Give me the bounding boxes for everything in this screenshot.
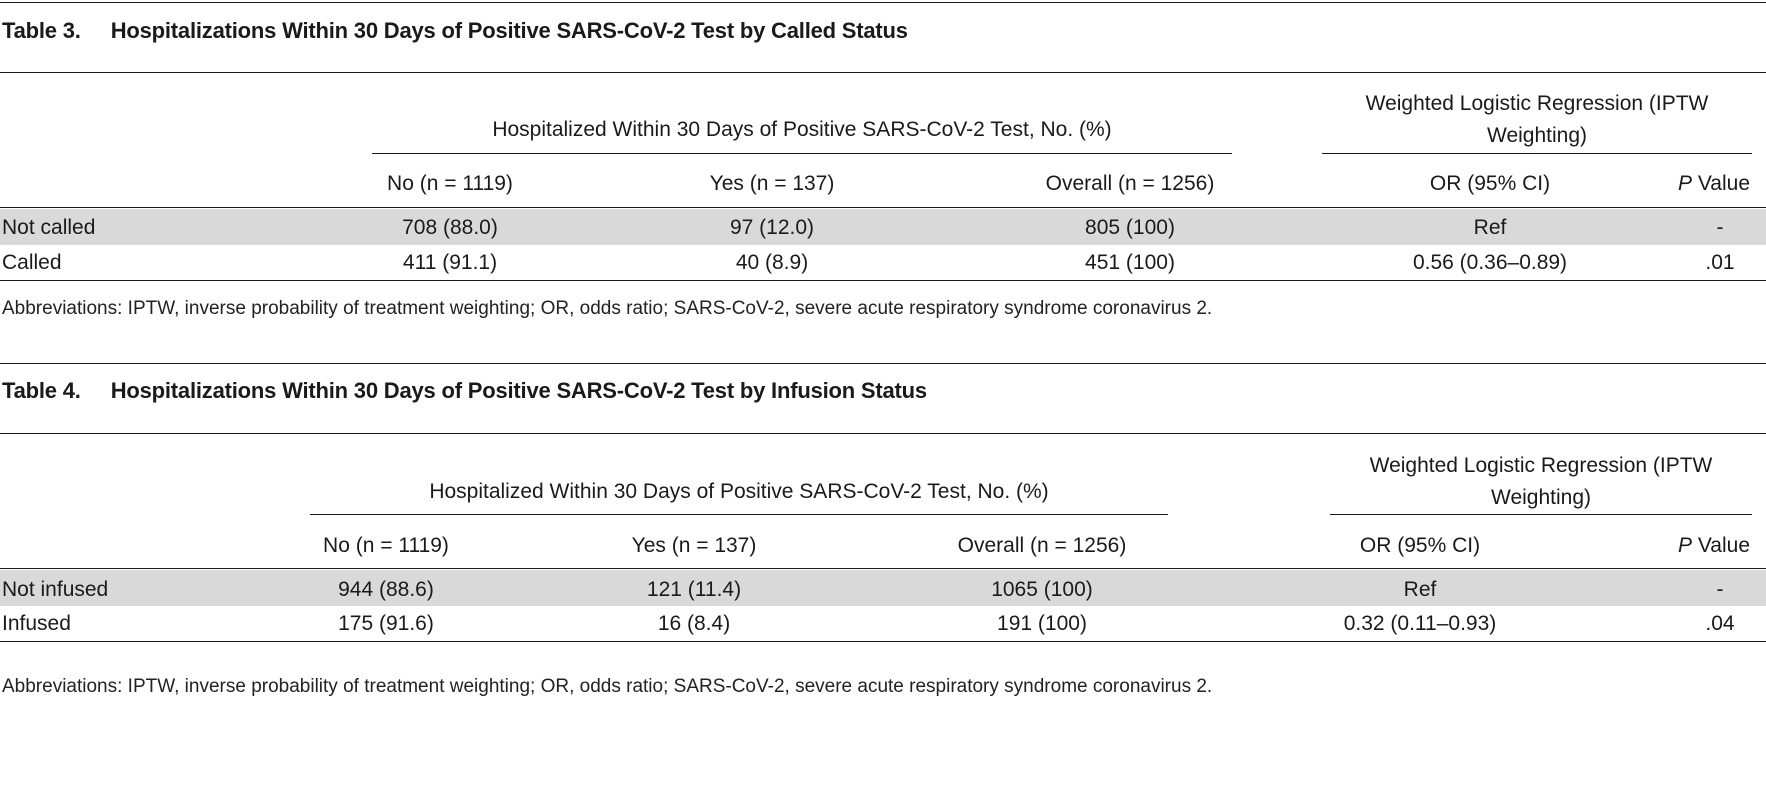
p-label-rest: Value (1692, 172, 1751, 195)
cell-overall: 451 (100) (1085, 251, 1175, 274)
col-header-or: OR (95% CI) (1429, 172, 1551, 195)
table-title (2, 378, 927, 404)
regression-header-rule (1330, 514, 1752, 515)
group-header: Hospitalized Within 30 Days of Positive SARS-CoV-2 Test, No. (%) (492, 118, 1112, 141)
group-header-rule (310, 514, 1168, 515)
cell-overall: 1065 (100) (991, 578, 1093, 601)
cell-p: - (1716, 578, 1724, 601)
cell-yes: 40 (8.9) (735, 251, 809, 274)
cell-or: Ref (1403, 578, 1437, 601)
table-title-text: Hospitalizations Within 30 Days of Positive SARS-CoV-2 Test by Infusion Status (110, 378, 927, 403)
table-title-rule (0, 433, 1766, 434)
table-top-rule (0, 363, 1766, 364)
table-title-rule (0, 72, 1766, 73)
cell-no: 175 (91.6) (338, 612, 434, 635)
header-rule (0, 568, 1766, 569)
table-number: Table 4. (2, 378, 81, 403)
cell-overall: 191 (100) (997, 612, 1087, 635)
row-label: Infused (2, 612, 71, 635)
regression-header: Weighted Logistic Regression (IPTW Weighting) (1365, 92, 1709, 147)
col-header-p-value (1678, 534, 1750, 558)
footnote: Abbreviations: IPTW, inverse probability of treatment weighting; OR, odds ratio; SARS-CoV-2, severe acute respiratory syndrome coronavirus 2. (2, 676, 1213, 697)
bottom-rule (0, 280, 1766, 281)
cell-or: Ref (1473, 216, 1507, 239)
row-label: Not called (2, 216, 96, 239)
bottom-rule (0, 641, 1766, 642)
col-header-yes: Yes (n = 137) (709, 172, 835, 195)
table-number: Table 3. (2, 18, 81, 43)
col-header-no: No (n = 1119) (387, 172, 513, 195)
cell-no: 411 (91.1) (402, 251, 498, 274)
group-header: Hospitalized Within 30 Days of Positive SARS-CoV-2 Test, No. (%) (429, 480, 1049, 503)
cell-yes: 97 (12.0) (729, 216, 815, 239)
table-title-text: Hospitalizations Within 30 Days of Positive SARS-CoV-2 Test by Called Status (110, 18, 908, 43)
regression-header-rule (1322, 153, 1752, 154)
row-label: Not infused (2, 578, 109, 601)
cell-p: - (1716, 216, 1724, 239)
regression-header: Weighted Logistic Regression (IPTW Weighting) (1369, 454, 1713, 509)
cell-or: 0.56 (0.36–0.89) (1412, 251, 1568, 274)
cell-no: 708 (88.0) (402, 216, 498, 239)
p-label-rest: Value (1692, 534, 1751, 557)
col-header-yes: Yes (n = 137) (631, 534, 757, 557)
col-header-overall: Overall (n = 1256) (957, 534, 1127, 557)
p-label-italic: P (1678, 172, 1693, 195)
row-label: Called (2, 251, 62, 274)
footnote: Abbreviations: IPTW, inverse probability of treatment weighting; OR, odds ratio; SARS-CoV-2, severe acute respiratory syndrome coronavirus 2. (2, 298, 1213, 319)
col-header-p-value (1678, 172, 1750, 196)
cell-no: 944 (88.6) (338, 578, 434, 601)
header-rule (0, 207, 1766, 208)
group-header-rule (372, 153, 1232, 154)
p-label-italic: P (1678, 534, 1693, 557)
cell-overall: 805 (100) (1085, 216, 1175, 239)
table-top-rule (0, 2, 1766, 3)
cell-yes: 121 (11.4) (646, 578, 742, 601)
cell-yes: 16 (8.4) (657, 612, 731, 635)
cell-or: 0.32 (0.11–0.93) (1343, 612, 1497, 635)
col-header-no: No (n = 1119) (323, 534, 449, 557)
table-title (2, 18, 908, 44)
cell-p: .04 (1705, 612, 1735, 635)
col-header-overall: Overall (n = 1256) (1045, 172, 1215, 195)
col-header-or: OR (95% CI) (1359, 534, 1481, 557)
cell-p: .01 (1705, 251, 1735, 274)
